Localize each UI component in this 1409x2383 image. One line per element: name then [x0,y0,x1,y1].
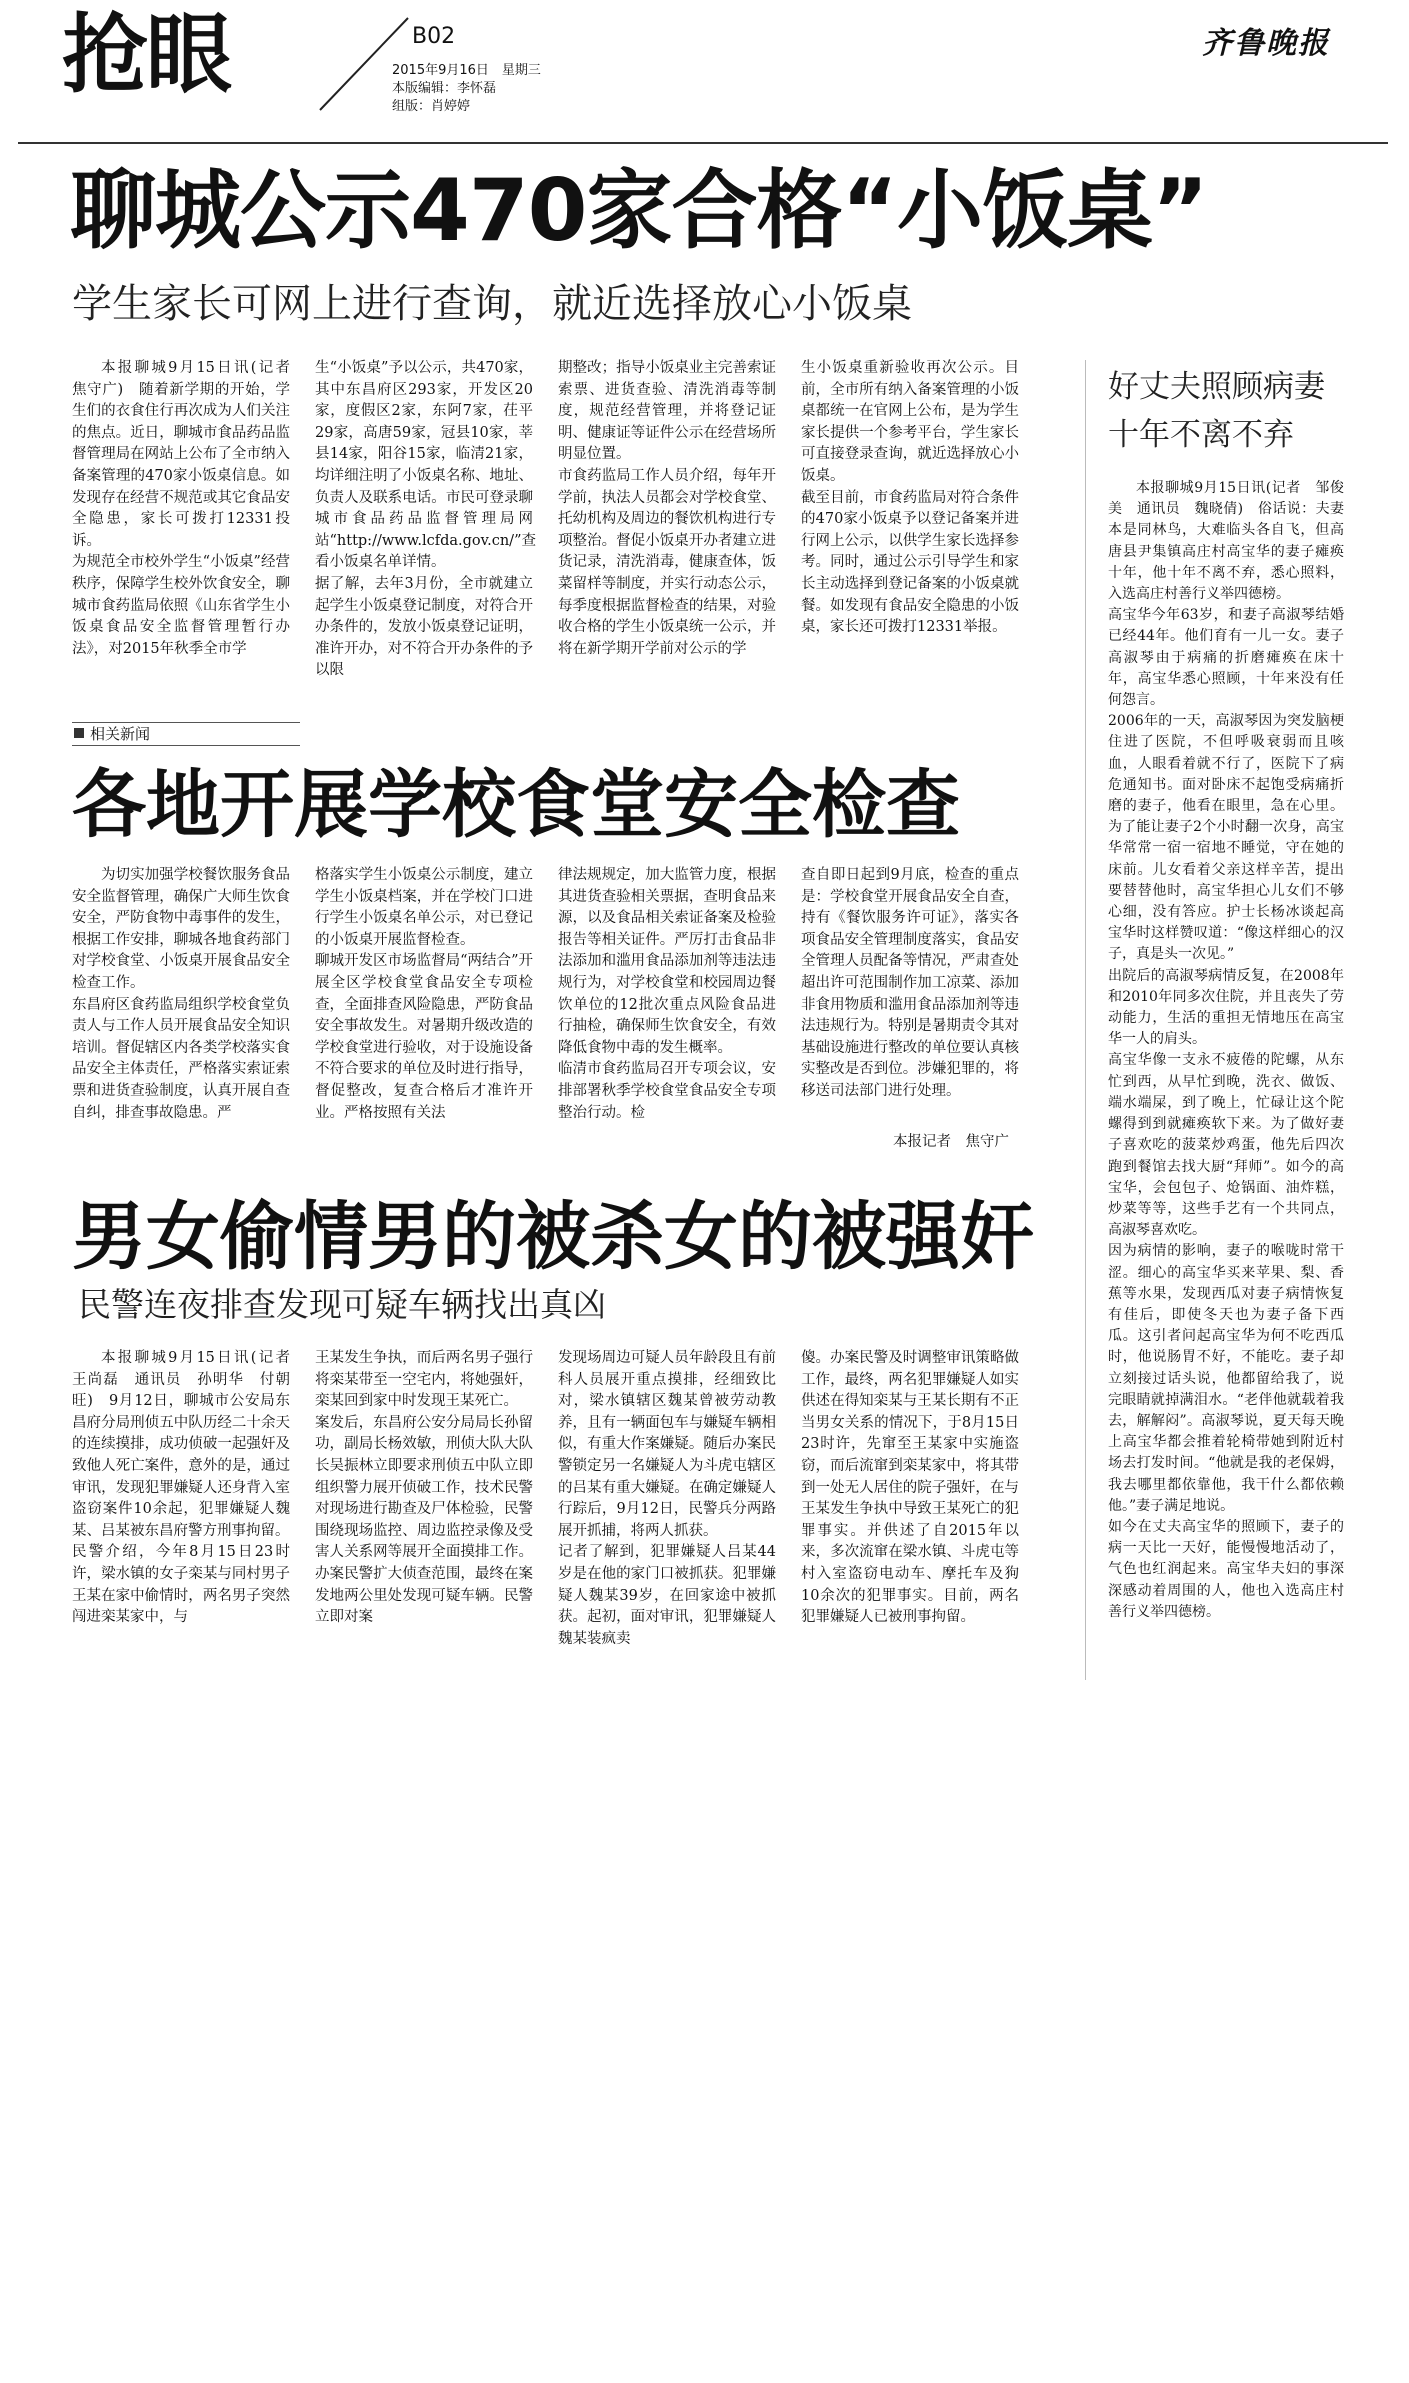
issue-date: 2015年9月16日 星期三 [392,63,541,78]
article3-column-3: 发现场周边可疑人员年龄段且有前科人员展开重点摸排，经细致比对，梁水镇辖区魏某曾被劳动教养，且有一辆面包车与嫌疑车辆相似，有重大作案嫌疑。随后办案民警锁定另一名嫌疑人为斗虎屯辖区的吕某有重大嫌疑。在确定嫌疑人行踪后，9月12日，民警兵分两路展开抓捕，将两人抓获。 记者了解到，犯罪嫌疑人吕某44岁是在他的家门口被抓获。犯罪嫌疑人魏某39岁，在回家途中被抓获。起初，面对审讯，犯罪嫌疑人魏某装疯卖 [558,1350,776,1647]
sidebar-headline-line1: 好丈夫照顾病妻 [1108,369,1325,405]
article3-headline: 男女偷情男的被杀女的被强奸 [72,1194,1034,1280]
article2-column-4: 查自即日起到9月底，检查的重点是：学校食堂开展食品安全自查，持有《餐饮服务许可证》，落实各项食品安全管理制度落实，食品安全管理人员配备等情况，严肃查处超出许可范围制作加工凉菜、添加非食用物质和滥用食品添加剂等违法违规行为。特别是暑期责令其对基础设施进行整改的单位要认真核实整改是否到位。涉嫌犯罪的，将移送司法部门进行处理。 [801,867,1019,1099]
article1-subhead: 学生家长可网上进行查询，就近选择放心小饭桌 [72,281,912,327]
layout-credit: 组版：肖婷婷 [392,99,471,114]
article2-column-1: 为切实加强学校餐饮服务食品安全监督管理，确保广大师生饮食安全，严防食物中毒事件的发生，根据工作安排，聊城各地食药部门对学校食堂、小饭桌开展食品安全检查工作。 东昌府区食药监局组织学校食堂负责人与工作人员开展食品安全知识培训。督促辖区内各类学校落实食品安全主体责任，严格落实索证索票和进货查验制度，认真开展自查自纠，排查事故隐患。严 [72,867,290,1121]
article1-column-1: 本报聊城9月15日讯(记者 焦守广) 随着新学期的开始，学生们的衣食住行再次成为人们关注的焦点。近日，聊城市食品药品监督管理局在网站上公布了全市纳入备案管理的470家小饭桌信息。如发现存在经营不规范或其它食品安全隐患，家长可拨打12331投诉。 为规范全市校外学生“小饭桌”经营秩序，保障学生校外饮食安全，聊城市食药监局依照《山东省学生小饭桌食品安全监督管理暂行办法》，对2015年秋季全市学 [72,360,290,657]
article3-column-1: 本报聊城9月15日讯(记者 王尚磊 通讯员 孙明华 付朝旺) 9月12日，聊城市公安局东昌府分局刑侦五中队历经二十余天的连续摸排，成功侦破一起强奸及致他人死亡案件，意外的是，通过审讯，发现犯罪嫌疑人还身背入室盗窃案件10余起，犯罪嫌疑人魏某、吕某被东昌府警方刑事拘留。 民警介绍，今年8月15日23时许，梁水镇的女子栾某与同村男子王某在家中偷情时，两名男子突然闯进栾某家中，与 [72,1350,290,1626]
article1-headline: 聊城公示470家合格“小饭桌” [70,161,1208,261]
section-title: 抢眼 [62,5,230,105]
sidebar-headline-line2: 十年不离不弃 [1108,417,1294,453]
article3-subhead: 民警连夜排查发现可疑车辆找出真凶 [78,1285,606,1324]
article1-column-2: 生“小饭桌”予以公示，共470家，其中东昌府区293家，开发区20家，度假区2家，东阿7家，茌平29家，高唐59家，冠县10家，莘县14家，阳谷15家，临清21家，均详细注明了小饭桌名称、地址、负责人及联系电话。市民可登录聊城市食品药品监督管理局网站“http://www.lcfda.gov.cn/”查看小饭桌名单详情。 据了解，去年3月份，全市就建立起学生小饭桌登记制度，对符合开办条件的，发放小饭桌登记证明，准许开办，对不符合开办条件的予以限 [315,360,536,679]
article1-column-4: 生小饭桌重新验收再次公示。目前，全市所有纳入备案管理的小饭桌都统一在官网上公布，是为学生家长提供一个参考平台，学生家长可直接登录查询，就近选择放心小饭桌。 截至目前，市食药监局对符合条件的470家小饭桌予以登记备案并进行网上公示，以供学生家长选择参考。同时，通过公示引导学生和家长主动选择到登记备案的小饭桌就餐。如发现有食品安全隐患的小饭桌，家长还可拨打12331举报。 [801,360,1019,636]
article2-column-2: 格落实学生小饭桌公示制度，建立学生小饭桌档案，并在学校门口进行学生小饭桌名单公示，对已登记的小饭桌开展监督检查。 聊城开发区市场监督局“两结合”开展全区学校食堂食品安全专项检查，全面排查风险隐患，严防食品安全事故发生。对暑期升级改造的学校食堂进行验收，对于设施设备不符合要求的单位及时进行指导，督促整改，复查合格后才准许开业。严格按照有关法 [315,867,533,1121]
article3-column-2: 王某发生争执，而后两名男子强行将栾某带至一空宅内，将她强奸，栾某回到家中时发现王某死亡。 案发后，东昌府公安分局局长孙留功，副局长杨效敏，刑侦大队大队长吴振林立即要求刑侦五中队立即组织警力展开侦破工作，技术民警对现场进行勘查及尸体检验，民警围绕现场监控、周边监控录像及受害人关系网等展开全面摸排工作。办案民警扩大侦查范围，最终在案发地两公里处发现可疑车辆。民警立即对案 [315,1350,533,1626]
page-code: B02 [412,24,456,49]
related-news-tag: 相关新闻 [72,722,300,746]
article1-column-3: 期整改；指导小饭桌业主完善索证索票、进货查验、清洗消毒等制度，规范经营管理，并将登记证明、健康证等证件公示在经营场所明显位置。 市食药监局工作人员介绍，每年开学前，执法人员都会对学校食堂、托幼机构及周边的餐饮机构进行专项整治。督促小饭桌开办者建立进货记录，清洗消毒，健康查体，饭菜留样等制度，并实行动态公示，每季度根据监督检查的结果，对验收合格的学生小饭桌统一公示，并将在新学期开学前对公示的学 [558,360,776,657]
sidebar-divider [1085,360,1086,1680]
newspaper-brand: 齐鲁晚报 [1202,26,1330,61]
editor-credit: 本版编辑：李怀磊 [392,81,497,96]
article2-byline: 本报记者 焦守广 [893,1134,1009,1150]
article2-column-3: 律法规规定，加大监管力度，根据其进货查验相关票据，查明食品来源，以及食品相关索证备案及检验报告等相关证件。严厉打击食品非法添加和滥用食品添加剂等违法违规行为，对学校食堂和校园周边餐饮单位的12批次重点风险食品进行抽检，确保师生饮食安全，有效降低食物中毒的发生概率。 临清市食药监局召开专项会议，安排部署秋季学校食堂食品安全专项整治行动。检 [558,867,776,1121]
article2-headline: 各地开展学校食堂安全检查 [72,762,960,848]
header-divider [18,142,1388,144]
sidebar-body: 本报聊城9月15日讯(记者 邹俊美 通讯员 魏晓倩) 俗话说：夫妻本是同林鸟，大难临头各自飞，但高唐县尹集镇高庄村高宝华的妻子瘫痪十年，他十年不离不弃，悉心照料，入选高庄村善行义举四德榜。 高宝华今年63岁，和妻子高淑琴结婚已经44年。他们育有一儿一女。妻子高淑琴由于病痛的折磨瘫痪在床十年，高宝华悉心照顾，十年来没有任何怨言。 2006年的一天，高淑琴因为突发脑梗住进了医院，不但呼吸衰弱而且咳血，人眼看着就不行了，医院下了病危通知书。面对卧床不起饱受病痛折磨的妻子，他看在眼里，急在心里。为了能让妻子2个小时翻一次身，高宝华常常一宿一宿地不睡觉，守在她的床前。儿女看着父亲这样辛苦，提出要替替他时，高宝华担心儿女们不够心细，没有答应。护士长杨冰谈起高宝华时这样赞叹道：“像这样细心的汉子，真是头一次见。” 出院后的高淑琴病情反复，在2008年和2010年同多次住院，并且丧失了劳动能力，生活的重担无情地压在高宝华一人的肩头。 高宝华像一支永不疲倦的陀螺，从东忙到西，从早忙到晚，洗衣、做饭、端水端屎，到了晚上，忙碌让这个陀螺得到到就瘫痪软下来。为了做好妻子喜欢吃的菠菜炒鸡蛋，他先后四次跑到餐馆去找大厨“拜师”。如今的高宝华，会包包子、炝锅面、油炸糕，炒菜等等，这些手艺有一个共同点，高淑琴喜欢吃。 因为病情的影响，妻子的喉咙时常干涩。细心的高宝华买来苹果、梨、香蕉等水果，发现西瓜对妻子病情恢复有佳后，即使冬天也为妻子备下西瓜。这引者问起高宝华为何不吃西瓜时，他说肠胃不好，不能吃。妻子却立刻接过话头说，他都留给我了，说完眼睛就掉满泪水。“老伴他就载着我去，解解闷”。高淑琴说，夏天每天晚上高宝华都会推着轮椅带她到附近村场去打发时间。“他就是我的老保姆，我去哪里都依靠他，我干什么都依赖他。”妻子满足地说。 如今在丈夫高宝华的照顾下，妻子的病一天比一天好，能慢慢地活动了，气色也红润起来。高宝华夫妇的事深深感动着周围的人，他也入选高庄村善行义举四德榜。 [1108,480,1344,1620]
article3-column-4: 傻。办案民警及时调整审讯策略做工作，最终，两名犯罪嫌疑人如实供述在得知栾某与王某长期有不正当男女关系的情况下，于8月15日23时许，先窜至王某家中实施盗窃，而后流窜到栾某家中，将其带到一处无人居住的院子强奸，在与王某发生争执中导致王某死亡的犯罪事实。并供述了自2015年以来，多次流窜在梁水镇、斗虎屯等村入室盗窃电动车、摩托车及狗10余次的犯罪事实。目前，两名犯罪嫌疑人已被刑事拘留。 [801,1350,1019,1626]
